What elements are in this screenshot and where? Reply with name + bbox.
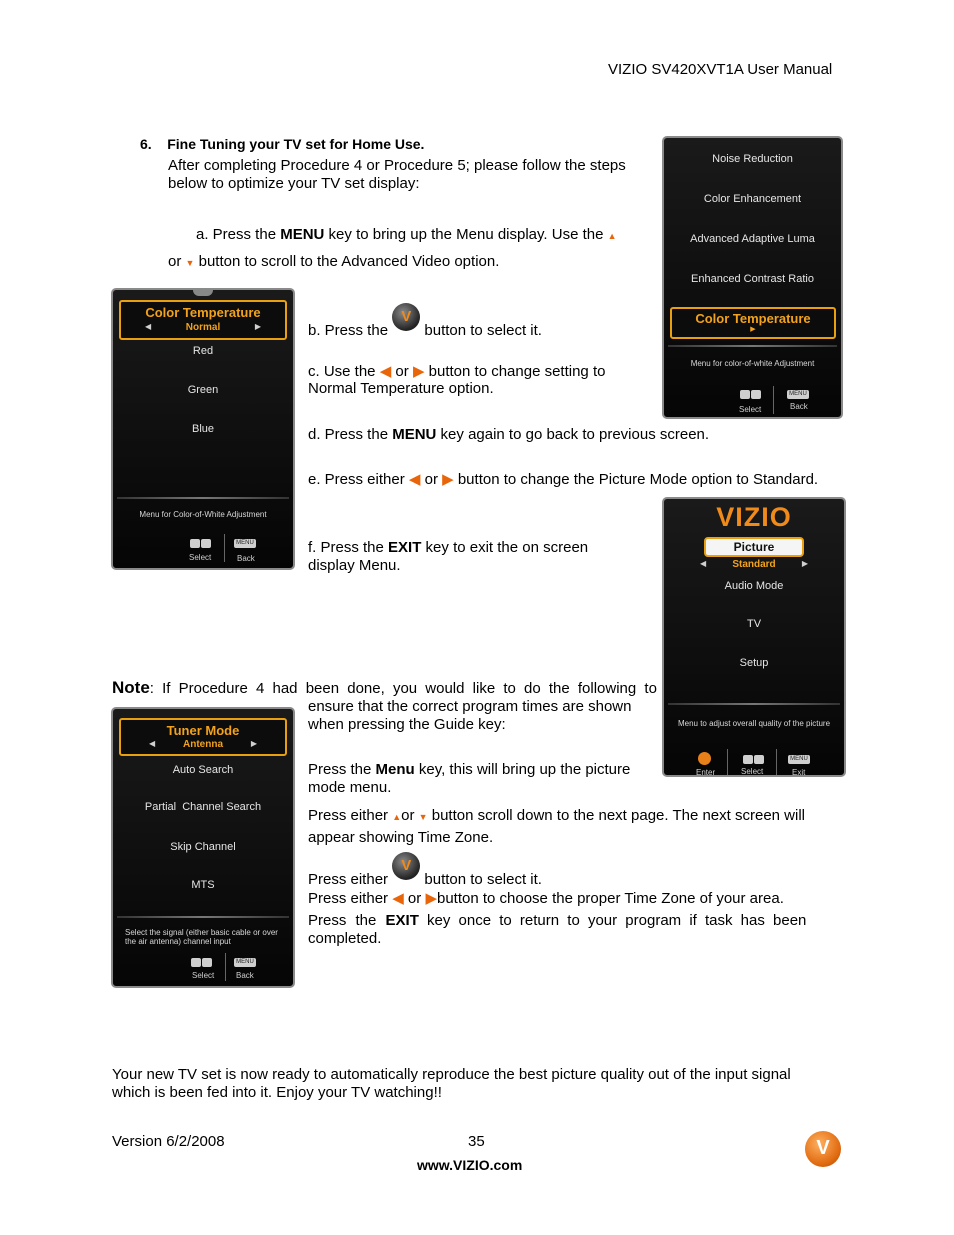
help-text: Menu for Color-of-White Adjustment xyxy=(139,510,267,519)
color-temperature-menu-screenshot: Color Temperature ◀ Normal ▶ Red Green Blue Menu for Color-of-White Adjustment MENU Select Back xyxy=(111,288,295,570)
footer-version: Version 6/2/2008 xyxy=(112,1133,225,1150)
up-arrow-icon: ▲ xyxy=(607,231,617,241)
select-buttons-icon xyxy=(191,956,213,968)
selected-setting: Color Temperature ◀ Normal ▶ xyxy=(119,300,287,340)
note-line1: Note: If Procedure 4 had been done, you would like to do the following to xyxy=(112,678,657,697)
select-buttons-icon xyxy=(743,753,765,765)
menu-key-icon: MENU xyxy=(787,388,809,400)
vizio-logo-icon: V xyxy=(805,1131,841,1167)
menu-key-icon: MENU xyxy=(234,537,256,549)
right-arrow-icon: ▶ xyxy=(412,363,425,380)
right-arrow-icon: ▶ xyxy=(425,890,437,907)
note-p1-line2: mode menu. xyxy=(308,779,392,796)
document-title: VIZIO SV420XVT1A User Manual xyxy=(608,61,833,78)
divider xyxy=(117,916,289,918)
vizio-logo: VIZIO xyxy=(716,502,792,532)
advanced-video-menu-screenshot: Noise Reduction Color Enhancement Advanced Adaptive Luma Enhanced Contrast Ratio Color Temperature ▶ Menu for color-of-white Adjustment MENU Select Back xyxy=(662,136,843,419)
divider xyxy=(668,703,840,705)
menu-item: TV xyxy=(746,618,762,630)
note-line3: when pressing the Guide key: xyxy=(308,716,506,733)
selected-setting: Tuner Mode ◀ Antenna ▶ xyxy=(119,718,287,756)
menu-key-icon: MENU xyxy=(234,956,256,968)
note-p5-line2: completed. xyxy=(308,930,382,947)
menu-item: Noise Reduction xyxy=(712,153,793,165)
closing-line1: Your new TV set is now ready to automatically reproduce the best picture quality out of the input signal xyxy=(112,1066,791,1083)
step-e: e. Press either ◀ or ▶ button to change the Picture Mode option to Standard. xyxy=(308,471,819,488)
picture-menu-screenshot: VIZIO Picture ◀ Standard ▶ Audio Mode TV Setup Menu to adjust overall quality of the picture MENU Enter Select Exit xyxy=(662,497,846,777)
menu-item: MTS xyxy=(191,879,215,891)
menu-item: Setup xyxy=(739,657,769,669)
vizio-select-button-icon xyxy=(392,303,420,331)
right-arrow-icon: ▶ xyxy=(750,326,756,333)
menu-key-icon: MENU xyxy=(788,753,810,765)
help-text: Menu for color-of-white Adjustment xyxy=(690,359,815,368)
step-a-line2: or ▼ button to scroll to the Advanced Video option. xyxy=(168,253,500,270)
help-text: the air antenna) channel input xyxy=(125,937,231,946)
left-arrow-icon: ◀ xyxy=(145,322,152,331)
step-c-line2: Normal Temperature option. xyxy=(308,380,494,397)
left-arrow-icon: ◀ xyxy=(408,471,421,488)
step-d: d. Press the MENU key again to go back to previous screen. xyxy=(308,426,710,443)
note-line2: ensure that the correct program times are shown xyxy=(308,698,632,715)
selected-menu-item: Color Temperature ▶ xyxy=(670,307,836,339)
right-arrow-icon: ▶ xyxy=(250,739,257,748)
step-a-line1: a. Press the MENU key to bring up the Menu display. Use the ▲ xyxy=(196,226,617,243)
select-buttons-icon xyxy=(740,388,762,400)
section-heading: 6. Fine Tuning your TV set for Home Use. xyxy=(140,136,425,152)
note-p2-line1: Press either ▲or ▼ button scroll down to the next page. The next screen will xyxy=(308,807,806,824)
right-arrow-icon: ▶ xyxy=(442,471,454,488)
menu-item: Advanced Adaptive Luma xyxy=(690,233,815,245)
menu-item: Partial Channel Search xyxy=(144,801,262,813)
vizio-select-button-icon xyxy=(392,852,420,880)
right-arrow-icon: ▶ xyxy=(254,322,261,331)
left-arrow-icon: ◀ xyxy=(392,890,404,907)
tuner-mode-menu-screenshot: Tuner Mode ◀ Antenna ▶ Auto Search Partial Channel Search Skip Channel MTS Select the signal (either basic cable or over the air antenna) channel input MENU Select Back xyxy=(111,707,295,988)
down-arrow-icon: ▼ xyxy=(418,812,428,822)
menu-item: Blue xyxy=(191,423,215,435)
selected-menu-item: Picture xyxy=(704,537,804,557)
footer-url: www.VIZIO.com xyxy=(417,1157,523,1173)
menu-item: Audio Mode xyxy=(724,580,784,592)
divider xyxy=(668,345,837,347)
step-f-line2: display Menu. xyxy=(308,557,401,574)
menu-item: Green xyxy=(187,384,219,396)
step-f-line1: f. Press the EXIT key to exit the on screen xyxy=(308,539,589,556)
note-p2-line2: appear showing Time Zone. xyxy=(308,829,494,846)
down-arrow-icon: ▼ xyxy=(185,258,195,268)
help-text: Menu to adjust overall quality of the picture xyxy=(677,719,831,728)
menu-item: Red xyxy=(192,345,214,357)
menu-item: Auto Search xyxy=(172,764,234,776)
note-p3: Press either V button to select it. xyxy=(308,852,542,889)
menu-item: Color Enhancement xyxy=(703,193,802,205)
note-p5-line1: Press the EXIT key once to return to your program if task has been xyxy=(308,912,807,929)
note-p4: Press either ◀ or ▶button to choose the proper Time Zone of your area. xyxy=(308,890,784,907)
divider xyxy=(117,497,289,499)
enter-button-icon xyxy=(698,752,711,765)
note-p1-line1: Press the Menu key, this will bring up the picture xyxy=(308,761,631,778)
step-b: b. Press the V button to select it. xyxy=(308,303,542,340)
up-arrow-icon: ▲ xyxy=(392,812,402,822)
section-intro: After completing Procedure 4 or Procedure 5; please follow the steps below to optimize your TV set display: xyxy=(168,157,626,192)
left-arrow-icon: ◀ xyxy=(700,559,707,568)
closing-line2: which is been fed into it. Enjoy your TV watching!! xyxy=(112,1084,442,1101)
help-text: Select the signal (either basic cable or over xyxy=(125,928,278,937)
step-c-line1: c. Use the ◀ or ▶ button to change setting to xyxy=(308,363,606,380)
page-number: 35 xyxy=(468,1133,485,1150)
menu-item: Enhanced Contrast Ratio xyxy=(691,273,814,285)
menu-item: Skip Channel xyxy=(170,841,236,853)
select-buttons-icon xyxy=(190,537,212,549)
right-arrow-icon: ▶ xyxy=(801,559,808,568)
left-arrow-icon: ◀ xyxy=(379,363,392,380)
left-arrow-icon: ◀ xyxy=(149,739,156,748)
